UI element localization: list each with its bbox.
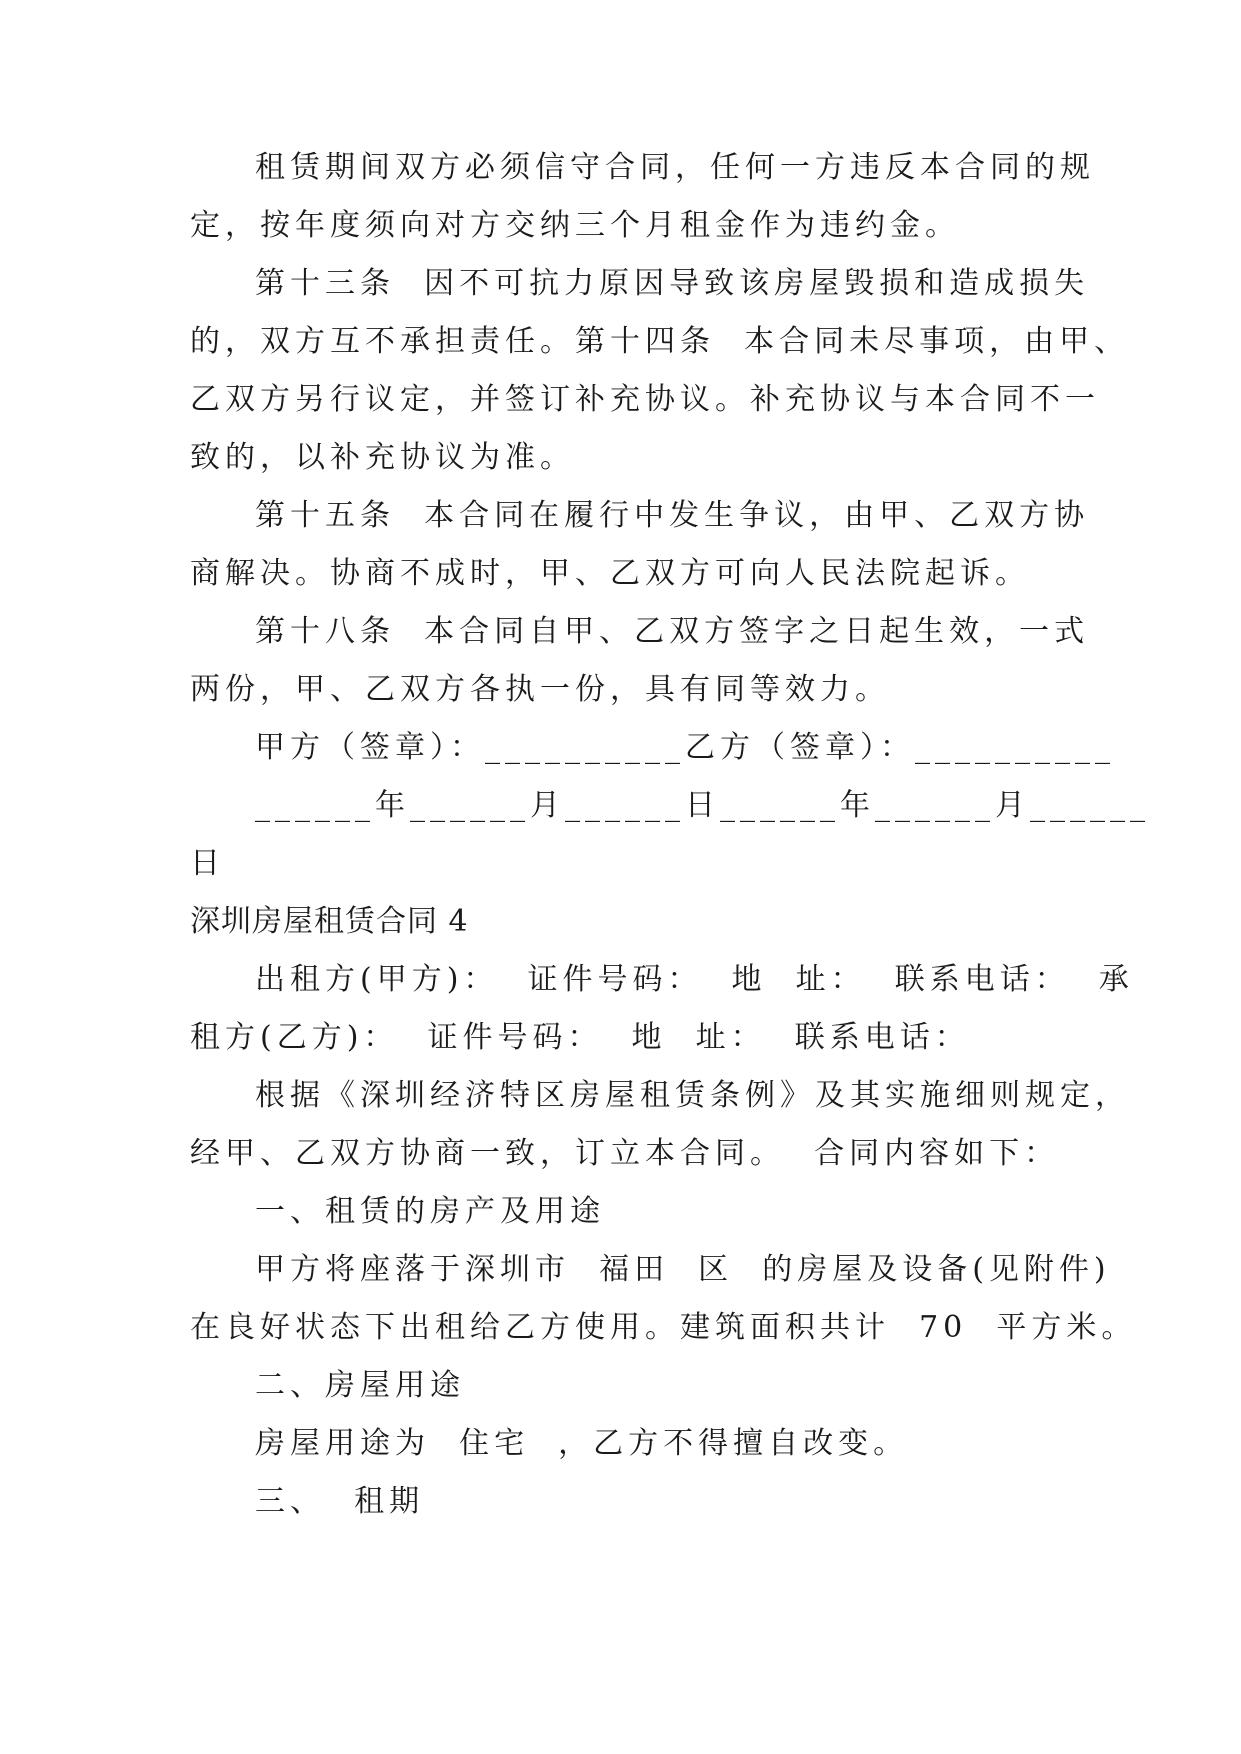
basis-line: 经甲、乙双方协商一致，订立本合同。 合同内容如下： [190, 1136, 1060, 1171]
date-line-continued: 日 [190, 846, 225, 881]
clause-14-line: 的，双方互不承担责任。第十四条 本合同未尽事项，由甲、 [190, 324, 1130, 359]
paragraph-line: 致的，以补充协议为准。 [190, 440, 575, 475]
paragraph-line: 两份，甲、乙双方各执一份，具有同等效力。 [190, 672, 890, 707]
parties-line: 租方(乙方)： 证件号码： 地 址： 联系电话： [190, 1020, 970, 1055]
section-title: 深圳房屋租赁合同 4 [190, 904, 469, 939]
property-line: 在良好状态下出租给乙方使用。建筑面积共计 70 平方米。 [190, 1310, 1137, 1345]
usage-line: 房屋用途为 住宅 ，乙方不得擅自改变。 [255, 1426, 909, 1461]
basis-line: 根据《深圳经济特区房屋租赁条例》及其实施细则规定， [255, 1078, 1130, 1113]
paragraph-line: 商解决。协商不成时，甲、乙双方可向人民法院起诉。 [190, 556, 1030, 591]
paragraph-line: 定，按年度须向对方交纳三个月租金作为违约金。 [190, 208, 960, 243]
date-line: ______年______月______日______年______月______ [255, 788, 1150, 823]
section-heading: 三、 租期 [255, 1484, 425, 1519]
clause-15-line: 第十五条 本合同在履行中发生争议，由甲、乙双方协 [255, 498, 1090, 533]
parties-line: 出租方(甲方)： 证件号码： 地 址： 联系电话： 承 [255, 962, 1134, 997]
property-line: 甲方将座落于深圳市 福田 区 的房屋及设备(见附件) [255, 1252, 1111, 1287]
clause-18-line: 第十八条 本合同自甲、乙双方签字之日起生效，一式 [255, 614, 1090, 649]
section-heading: 二、房屋用途 [255, 1368, 465, 1403]
clause-13-line: 第十三条 因不可抗力原因导致该房屋毁损和造成损失 [255, 266, 1090, 301]
paragraph-line: 租赁期间双方必须信守合同，任何一方违反本合同的规 [255, 150, 1095, 185]
signature-line: 甲方（签章）：__________乙方（签章）：__________ [255, 730, 1115, 765]
paragraph-line: 乙双方另行议定，并签订补充协议。补充协议与本合同不一 [190, 382, 1100, 417]
section-heading: 一、租赁的房产及用途 [255, 1194, 605, 1229]
